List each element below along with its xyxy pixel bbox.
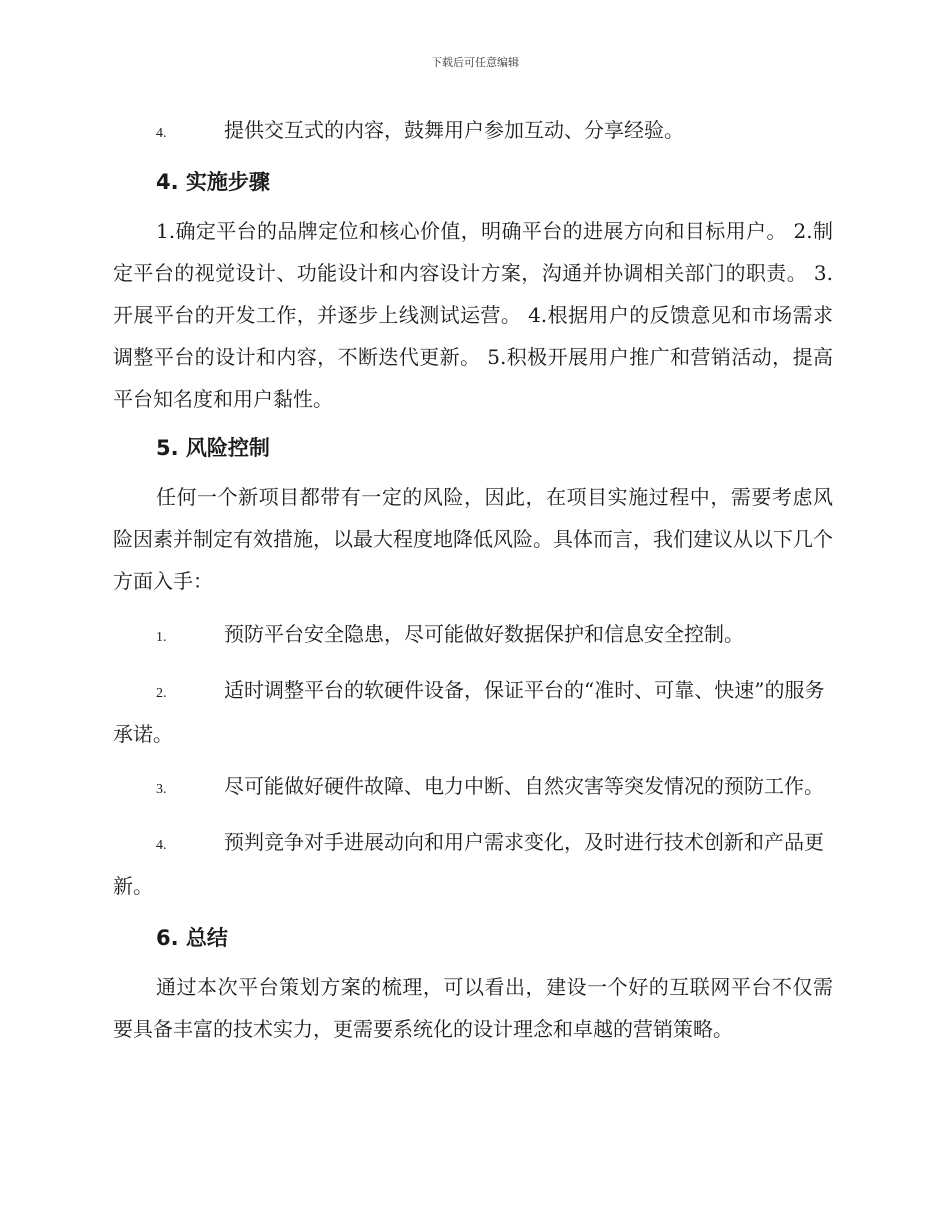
paragraph-implementation: 1.确定平台的品牌定位和核心价值，明确平台的进展方向和目标用户。 2.制定平台的视觉设计、功能设计和内容设计方案，沟通并协调相关部门的职责。 3.开展平台的开发工作，并逐步上线测试运营。 4.根据用户的反馈意见和市场需求调整平台的设计和内容，不断迭代更新。 5.积极开展用户推广和营销活动，提高平台知名度和用户黏性。 xyxy=(113,219,833,411)
list-item xyxy=(113,614,833,658)
list-number: 4. xyxy=(156,126,167,141)
list-text: 提供交互式的内容，鼓舞用户参加互动、分享经验。 xyxy=(224,118,684,142)
list-text: 预判竞争对手进展动向和用户需求变化，及时进行技术创新和产品更新。 xyxy=(113,830,824,898)
list-number: 3. xyxy=(156,782,167,797)
list-text: 适时调整平台的软硬件设备，保证平台的“准时、可靠、快速”的服务承诺。 xyxy=(113,678,825,746)
list-text: 尽可能做好硬件故障、电力中断、自然灾害等突发情况的预防工作。 xyxy=(224,774,824,798)
list-number: 1. xyxy=(156,630,167,645)
list-item xyxy=(113,766,833,810)
list-item xyxy=(113,670,833,754)
list-text: 预防平台安全隐患，尽可能做好数据保护和信息安全控制。 xyxy=(224,622,744,646)
section-heading-summary: 6. 总结 xyxy=(156,926,228,950)
paragraph-summary: 通过本次平台策划方案的梳理，可以看出，建设一个好的互联网平台不仅需要具备丰富的技术实力，更需要系统化的设计理念和卓越的营销策略。 xyxy=(113,975,833,1041)
section-heading-implementation: 4. 实施步骤 xyxy=(156,170,270,194)
paragraph-risk: 任何一个新项目都带有一定的风险，因此，在项目实施过程中，需要考虑风险因素并制定有效措施，以最大程度地降低风险。具体而言，我们建议从以下几个方面入手： xyxy=(113,485,833,593)
page-header: 下载后可任意编辑 xyxy=(431,56,519,69)
list-number: 2. xyxy=(156,686,167,701)
list-number: 4. xyxy=(156,838,167,853)
list-item xyxy=(113,822,833,906)
document-body xyxy=(113,110,833,1050)
list-item xyxy=(113,110,833,154)
section-heading-risk: 5. 风险控制 xyxy=(156,436,270,460)
